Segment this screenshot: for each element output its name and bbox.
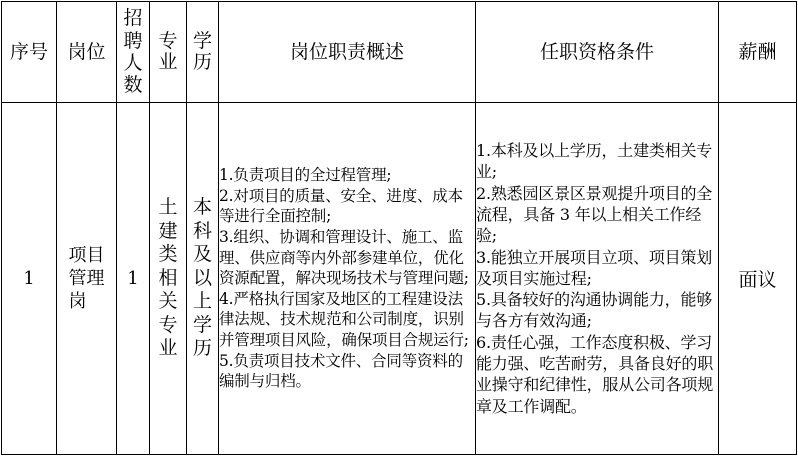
cell-major: 土 建 类 相 关 专 业 bbox=[150, 103, 187, 455]
requirement-item: 1.本科及以上学历，土建类相关专业; bbox=[476, 141, 713, 182]
header-major: 专 业 bbox=[150, 2, 187, 103]
header-salary: 薪酬 bbox=[719, 2, 797, 103]
duty-item: 3.组织、协调和管理设计、施工、监理、供应商等内外部参建单位，优化资源配置，解决现场技术与管理问题; bbox=[219, 228, 469, 288]
header-row bbox=[2, 2, 797, 103]
header-headcount: 招 聘 人 数 bbox=[117, 2, 150, 103]
duty-item: 4.严格执行国家及地区的工程建设法律法规、技术规范和公司制度，识别并管理项目风险，确保项目合规运行; bbox=[219, 289, 469, 349]
cell-duties bbox=[219, 103, 476, 455]
header-education: 学 历 bbox=[187, 2, 219, 103]
header-position: 岗位 bbox=[57, 2, 117, 103]
header-duties: 岗位职责概述 bbox=[219, 2, 476, 103]
requirement-item: 6.责任心强，工作态度积极、学习能力强、吃苦耐劳，具备良好的职业操守和纪律性，服从公司各项规章及工作调配。 bbox=[476, 332, 714, 416]
cell-position: 项目 管理 岗 bbox=[57, 103, 117, 455]
requirement-item: 5.具备较好的沟通协调能力，能够与各方有效沟通; bbox=[476, 290, 713, 331]
duty-item: 2.对项目的质量、安全、进度、成本等进行全面控制; bbox=[219, 186, 463, 226]
duty-item: 5.负责项目技术文件、合同等资料的编制与归档。 bbox=[219, 351, 463, 391]
header-seq: 序号 bbox=[2, 2, 57, 103]
cell-education: 本 科 及 以 上 学 历 bbox=[187, 103, 219, 455]
table-row bbox=[2, 103, 797, 455]
header-requirements: 任职资格条件 bbox=[476, 2, 719, 103]
cell-headcount: 1 bbox=[117, 103, 150, 455]
requirement-item: 3.能独立开展项目立项、项目策划及项目实施过程; bbox=[476, 247, 713, 288]
cell-requirements bbox=[476, 103, 719, 455]
job-table bbox=[1, 1, 797, 455]
cell-seq: 1 bbox=[2, 103, 57, 455]
cell-salary: 面议 bbox=[719, 103, 797, 455]
requirement-item: 2.熟悉园区景区景观提升项目的全流程，具备 3 年以上相关工作经验; bbox=[476, 183, 713, 246]
duty-item: 1.负责项目的全过程管理; bbox=[219, 166, 392, 185]
